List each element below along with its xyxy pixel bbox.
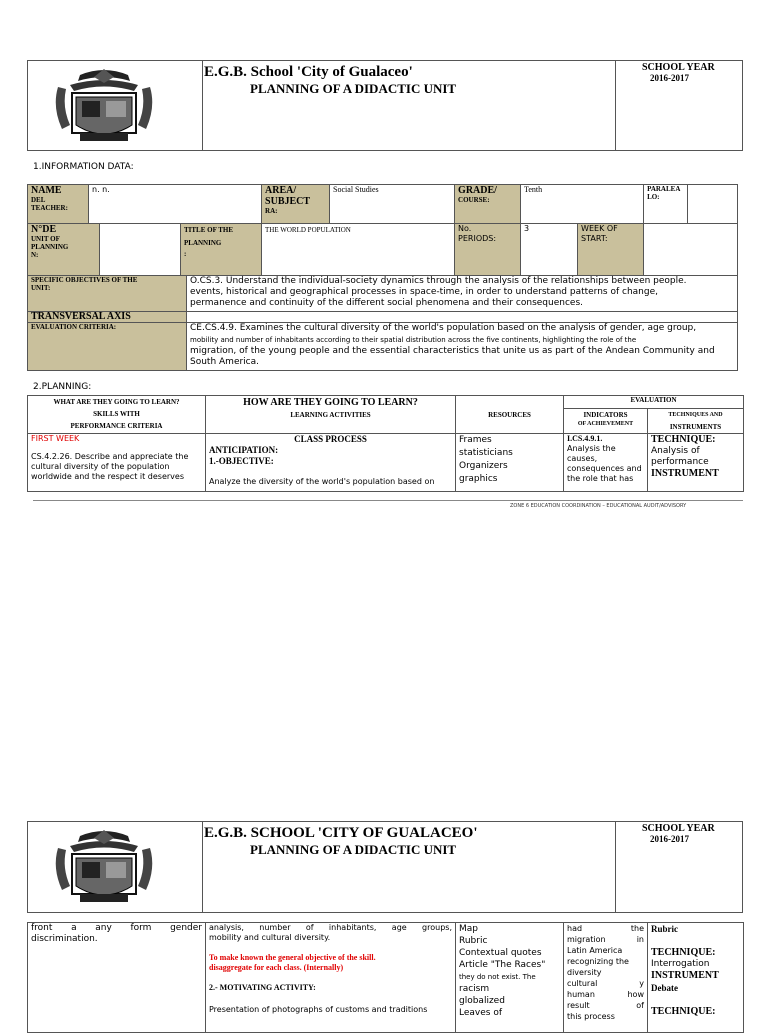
techniques-cell: TECHNIQUE: Analysis of performance INSTRUMENT [648, 434, 744, 492]
skills-cell: FIRST WEEK CS.4.2.26. Describe and appreciate the cultural diversity of the population worldwide and the respect it deserves [28, 434, 206, 492]
periods-value: 3 [521, 224, 578, 276]
paralelo-value [688, 185, 738, 224]
school-name-2: E.G.B. SCHOOL 'CITY OF GUALACEO' [204, 825, 478, 841]
teacher-name: n. n. [89, 185, 262, 224]
planning-title-value: THE WORLD POPULATION [262, 224, 455, 276]
skills-cell-2: front a any form gender discrimination. [28, 923, 206, 1033]
plan-title-2: PLANNING OF A DIDACTIC UNIT [250, 842, 457, 857]
title-label-cell: TITLE OF THE PLANNING : [181, 224, 262, 276]
school-year-value: 2016-2017 [650, 73, 689, 83]
criteria-text: CE.CS.4.9. Examines the cultural diversity of the world's population based on the analysis of gender, age group, mobility and number of inhabitants according to their spatial distribution across the five continents, highlighting the role of the migration, of the young people and the essential characteristics that unite us as part of the Andean Community and South America. [187, 323, 738, 371]
objectives-text: O.CS.3. Understand the individual-society dynamics through the analysis of the relationships between people. events, historical and geographical processes in space-time, in order to understand patterns of change, permanence and continuity of the different social phenomena and their consequences. [187, 276, 738, 312]
activities-cell-2: analysis, number of inhabitants, age groups, mobility and cultural diversity. To make known the general objective of the skill. disaggregate for each class. (Internally) 2.- MOTIVATING ACTIVITY: Presentation of photographs of customs and traditions [206, 923, 456, 1033]
header-box-2 [27, 821, 743, 913]
col-what-header: WHAT ARE THEY GOING TO LEARN? SKILLS WITH PERFORMANCE CRITERIA [28, 396, 206, 434]
objectives-label-cell: SPECIFIC OBJECTIVES OF THE UNIT: [28, 276, 187, 312]
plan-title: PLANNING OF A DIDACTIC UNIT [250, 81, 457, 96]
footer-divider [33, 500, 743, 501]
paralelo-label-cell: PARALEA LO: [644, 185, 688, 224]
area-value: Social Studies [330, 185, 455, 224]
name-label-cell: NAME DEL TEACHER: [28, 185, 89, 224]
indicators-cell-2: had the migration in Latin America recognizing the diversity cultural y human how result of this process [564, 923, 648, 1033]
school-crest-1 [50, 67, 158, 147]
grade-value: Tenth [521, 185, 644, 224]
area-label-cell: AREA/ SUBJECT RA: [262, 185, 330, 224]
col-resources-header: RESOURCES [456, 396, 564, 434]
section-info-title: 1.INFORMATION DATA: [33, 162, 134, 172]
periods-label-cell: No. PERIODS: [455, 224, 521, 276]
transversal-axis-label: TRANSVERSAL AXIS [28, 312, 187, 323]
techniques-cell-2: Rubric TECHNIQUE: Interrogation INSTRUMENT Debate TECHNIQUE: [648, 923, 744, 1033]
crest-icon [50, 828, 158, 908]
grade-label-cell: GRADE/ COURSE: [455, 185, 521, 224]
school-crest-2 [50, 828, 158, 908]
crest-icon [50, 67, 158, 147]
indicators-header: INDICATORS OF ACHIEVEMENT [564, 409, 648, 434]
evaluation-header: EVALUATION [564, 396, 744, 409]
planning-table [27, 395, 744, 492]
planning-table-continued [27, 922, 744, 1033]
activities-cell: CLASS PROCESS ANTICIPATION: 1.-OBJECTIVE: Analyze the diversity of the world's population based on [206, 434, 456, 492]
school-year-label: SCHOOL YEAR [642, 62, 715, 73]
resources-cell-2: Map Rubric Contextual quotes Article "The Races" they do not exist. The racism globalized Leaves of [456, 923, 564, 1033]
techniques-header: TECHNIQUES AND INSTRUMENTS [648, 409, 744, 434]
school-name: E.G.B. School 'City of Gualaceo' [204, 64, 413, 80]
week-label-cell: WEEK OF START: [578, 224, 644, 276]
school-year-value-2: 2016-2017 [650, 834, 689, 844]
header-box-1 [27, 60, 743, 151]
section-planning-title: 2.PLANNING: [33, 382, 92, 392]
col-how-header: HOW ARE THEY GOING TO LEARN? LEARNING ACTIVITIES [206, 396, 456, 434]
school-year-label-2: SCHOOL YEAR [642, 823, 715, 834]
footer-text: ZONE 6 EDUCATION COORDINATION – EDUCATIONAL AUDIT/ADVISORY [510, 503, 687, 509]
unit-label-cell: N°DE UNIT OF PLANNING N: [28, 224, 100, 276]
transversal-axis-value [187, 312, 738, 323]
week-value [644, 224, 738, 276]
criteria-label: EVALUATION CRITERIA: [28, 323, 187, 371]
indicators-cell: I.CS.4.9.1. Analysis the causes, consequences and the role that has [564, 434, 648, 492]
unit-value [100, 224, 181, 276]
info-table [27, 184, 738, 371]
resources-cell: Frames statisticians Organizers graphics [456, 434, 564, 492]
